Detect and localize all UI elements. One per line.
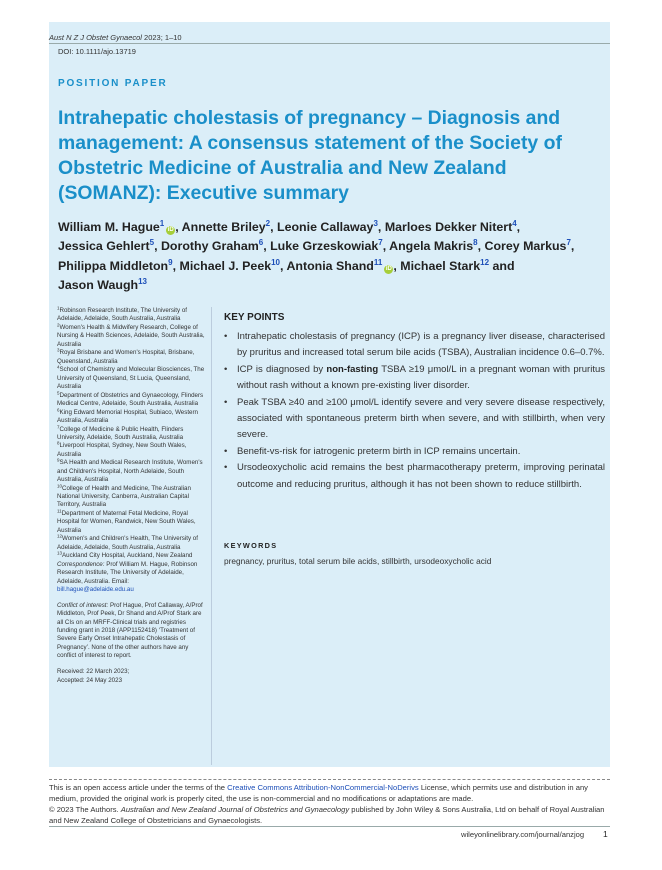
affiliations-column <box>57 307 207 685</box>
author-affiliation-ref[interactable]: 8 <box>473 238 478 248</box>
author-name: Marloes Dekker Nitert <box>384 220 513 234</box>
license-link[interactable]: Creative Commons Attribution-NonCommercial-NoDerivs <box>227 783 419 792</box>
affiliation <box>57 349 207 366</box>
key-point <box>224 460 605 493</box>
author-separator: , <box>516 220 521 234</box>
author-separator: , <box>263 239 267 254</box>
affiliation <box>57 535 207 552</box>
author-name: Dorothy Graham <box>160 239 259 254</box>
affiliation-text: School of Chemistry and Molecular Biosciences, The University of Queensland, St Lucia, Queensland, Australia <box>57 366 205 390</box>
author-affiliation-ref[interactable]: 4 <box>512 219 517 228</box>
author-list <box>58 218 603 296</box>
license-text-post: License, which permits use and distribution in any medium, provided the original work is properly cited, the use is non-commercial and no modifications or adaptations are made. <box>49 783 588 803</box>
author <box>58 259 176 273</box>
author <box>161 239 267 253</box>
affiliation-number: 1 <box>57 305 60 311</box>
author <box>182 220 274 234</box>
author-name: Corey Markus <box>484 239 567 254</box>
author <box>389 239 481 253</box>
author-name: Jessica Gehlert <box>58 239 150 254</box>
header-rule <box>49 43 610 44</box>
affiliation-text: Department of Maternal Fetal Medicine, Royal Hospital for Women, Randwick, New South Wales, Australia <box>57 510 196 534</box>
journal-citation <box>49 33 182 42</box>
author <box>180 259 284 273</box>
affiliation-text: Robinson Research Institute, The University of Adelaide, Adelaide, South Australia, Australia <box>57 307 187 323</box>
bullet-icon: • <box>224 445 228 457</box>
affiliation-text: Auckland City Hospital, Auckland, New Zealand <box>62 552 193 560</box>
author-separator: , <box>393 258 397 273</box>
article-title: Intrahepatic cholestasis of pregnancy – Diagnosis and management: A consensus statement of the Society of Obstetric Medicine of Australia and New Zealand (SOMANZ): Executive summary <box>58 107 562 204</box>
affiliation-list <box>57 307 207 561</box>
author-name: Luke Grzeskowiak <box>270 239 379 254</box>
affiliation <box>57 426 207 443</box>
author <box>277 220 381 234</box>
author-separator: , <box>175 220 179 234</box>
author-separator: , <box>154 239 158 254</box>
author <box>286 259 396 273</box>
email-link[interactable]: bill.hague@adelaide.edu.au <box>57 585 134 593</box>
key-point-emphasis: non-fasting <box>326 363 379 375</box>
footer-url[interactable]: wileyonlinelibrary.com/journal/anzjog <box>461 830 585 839</box>
author-affiliation-ref[interactable]: 13 <box>138 277 147 287</box>
author-affiliation-ref[interactable]: 3 <box>373 219 378 228</box>
affiliation-text: SA Health and Medical Research Institute, Women's and Children's Hospital, North Adelaide, South Australia, Australia <box>57 459 203 484</box>
author-separator: , <box>382 239 387 254</box>
affiliation-text: Department of Obstetrics and Gynaecology, Flinders Medical Centre, Adelaide, South Australia, Australia <box>57 391 204 407</box>
affiliation <box>57 552 207 560</box>
author-name: Jason Waugh <box>58 278 139 293</box>
license-notice <box>49 782 610 826</box>
author-name: Angela Makris <box>389 239 474 254</box>
affiliation-number: 10 <box>57 483 63 489</box>
bullet-icon: • <box>224 462 228 474</box>
article-dates <box>57 668 207 685</box>
affiliation-number: 12 <box>57 533 63 539</box>
copyright-post: published by John Wiley & Sons Australia, Ltd on behalf of Royal Australian and New Zealand College of Obstetricians and Gynaecologists. <box>49 805 605 825</box>
author-name: Antonia Shand <box>286 258 374 273</box>
affiliation <box>57 459 207 484</box>
key-point-text-cont: TSBA ≥19 μmol/L in a pregnant woman with pruritus without rash without a known pre-existing liver disorder. <box>237 363 605 392</box>
conflict-text: Prof Hague, Prof Callaway, A/Prof Middleton, Prof Peek, Dr Shand and A/Prof Stark are all CIs on an MRFF-Clinical trials and registries funding grant in 2018 (APP1152418) ‘Treatment of Severe Early Onset Intrahepatic Cholestasis of Pregnancy’. None of the other authors have any conflict of interest to report. <box>57 602 203 659</box>
author <box>58 239 158 253</box>
affiliation-text: College of Health and Medicine, The Australian National University, Canberra, Australian Capital Territory, Australia <box>57 484 191 509</box>
author <box>400 259 514 273</box>
orcid-icon[interactable]: iD <box>385 265 392 272</box>
key-point-text: Ursodeoxycholic acid remains the best pharmacotherapy preterm, improving perinatal outcome and reducing pruritus, although it has not been shown to reduce stillbirth. <box>237 462 605 490</box>
affiliation-number: 9 <box>57 457 60 463</box>
bullet-icon: • <box>224 331 228 342</box>
column-divider <box>211 307 212 765</box>
key-point <box>224 362 605 395</box>
journal-name: Aust N Z J Obstet Gynaecol <box>49 33 142 42</box>
author-separator: , <box>570 239 575 254</box>
affiliation <box>57 510 207 535</box>
keywords-text: pregnancy, pruritus, total serum bile acids, stillbirth, ursodeoxycholic acid <box>224 556 492 566</box>
journal-year-pages: 2023; 1–10 <box>144 33 182 42</box>
affiliation <box>57 442 207 459</box>
correspondence-text: Prof William M. Hague, Robinson Research Institute, The University of Adelaide, Adelaide, Australia. <box>57 560 198 585</box>
author <box>385 220 520 234</box>
conflict-of-interest <box>57 602 207 660</box>
author-separator: , <box>477 239 482 254</box>
affiliation-text: Women's and Children's Health, The University of Adelaide, Adelaide, South Australia, Australia <box>57 535 198 551</box>
affiliation-text: Women's Health & Midwifery Research, College of Nursing & Health Sciences, Adelaide, South Australia, Australia <box>57 323 205 348</box>
footer-rule <box>49 826 610 827</box>
key-point-text: Peak TSBA ≥40 and ≥100 μmol/L identify severe and very severe disease respectively, associated with spontaneous preterm birth when severe, and with stillbirth, when very severe. <box>237 396 605 441</box>
author-affiliation-ref[interactable]: 5 <box>149 238 155 248</box>
accepted-date: Accepted: 24 May 2023 <box>57 676 123 684</box>
affiliation-number: 7 <box>57 424 60 429</box>
author-affiliation-ref[interactable]: 7 <box>566 238 571 248</box>
correspondence-label: Correspondence: <box>57 560 105 568</box>
author-separator: and <box>489 258 515 273</box>
affiliation-number: 3 <box>57 347 60 353</box>
affiliation <box>57 409 207 426</box>
key-points-list <box>224 329 605 493</box>
key-point <box>224 444 605 460</box>
affiliation-number: 2 <box>57 322 60 328</box>
author-name: William M. Hague <box>58 220 160 234</box>
author-separator: , <box>280 258 284 273</box>
doi[interactable]: DOI: 10.1111/ajo.13719 <box>58 47 136 56</box>
affiliation-number: 6 <box>57 407 60 413</box>
conflict-label: Conflict of interest: <box>57 602 109 610</box>
key-point <box>224 329 605 362</box>
affiliation-number: 4 <box>57 364 60 370</box>
author-affiliation-ref[interactable]: 9 <box>168 257 173 267</box>
orcid-icon[interactable]: iD <box>167 227 174 233</box>
affiliation-text: Liverpool Hospital, Sydney, New South Wales, Australia <box>57 442 187 458</box>
bullet-icon: • <box>224 363 228 375</box>
author <box>58 220 179 234</box>
affiliation-number: 8 <box>57 440 60 446</box>
author-affiliation-ref[interactable]: 11 <box>373 257 383 267</box>
email-label: Email: <box>111 577 129 585</box>
author <box>58 278 147 292</box>
author-affiliation-ref[interactable]: 12 <box>480 257 490 267</box>
license-text-pre: This is an open access article under the terms of the <box>49 783 228 792</box>
affiliation <box>57 307 207 324</box>
received-date: Received: 22 March 2023; <box>57 668 130 676</box>
correspondence <box>57 561 207 594</box>
affiliation <box>57 485 207 510</box>
author <box>485 239 575 253</box>
affiliation-text: King Edward Memorial Hospital, Subiaco, Western Australia, Australia <box>57 408 198 424</box>
bullet-icon: • <box>224 396 228 408</box>
page-number: 1 <box>603 829 608 839</box>
affiliation-number: 13 <box>57 550 63 556</box>
copyright-journal: Australian and New Zealand Journal of Obstetrics and Gynaecology <box>120 805 350 814</box>
affiliation <box>57 366 207 391</box>
author-name: Michael J. Peek <box>179 258 272 273</box>
affiliation-number: 11 <box>57 508 62 514</box>
copyright-pre: © 2023 The Authors. <box>49 805 121 814</box>
author-name: Michael Stark <box>400 258 481 273</box>
key-points-heading: KEY POINTS <box>224 312 285 323</box>
author-separator: , <box>172 258 177 273</box>
license-divider <box>49 779 610 780</box>
author-name: Annette Briley <box>181 220 266 234</box>
keywords-heading: KEYWORDS <box>224 541 278 550</box>
author-name: Philippa Middleton <box>58 258 169 273</box>
affiliation-number: 5 <box>57 390 60 396</box>
key-point-text: ICP is diagnosed by <box>237 363 327 375</box>
author-affiliation-ref[interactable]: 6 <box>258 238 264 248</box>
author-affiliation-ref[interactable]: 1 <box>159 219 165 228</box>
author-affiliation-ref[interactable]: 10 <box>271 257 281 267</box>
key-point-text: Intrahepatic cholestasis of pregnancy (ICP) is a pregnancy liver disease, characterised by pruritus and increased total serum bile acids (TSBA), Australian incidence 0.6–0.7%. <box>237 331 605 359</box>
section-label: POSITION PAPER <box>58 78 168 89</box>
author-separator: , <box>270 220 274 234</box>
author-affiliation-ref[interactable]: 2 <box>265 219 271 228</box>
affiliation-text: Royal Brisbane and Women's Hospital, Brisbane, Queensland, Australia <box>57 349 195 365</box>
key-point <box>224 395 605 444</box>
affiliation <box>57 392 207 409</box>
key-point-text: Benefit-vs-risk for iatrogenic preterm birth in ICP remains uncertain. <box>237 445 521 457</box>
affiliation-text: College of Medicine & Public Health, Flinders University, Adelaide, South Australia, Australia <box>57 425 184 441</box>
author <box>270 239 386 253</box>
author-separator: , <box>377 220 382 234</box>
author-name: Leonie Callaway <box>277 220 374 234</box>
author-affiliation-ref[interactable]: 7 <box>378 238 383 248</box>
affiliation <box>57 324 207 349</box>
